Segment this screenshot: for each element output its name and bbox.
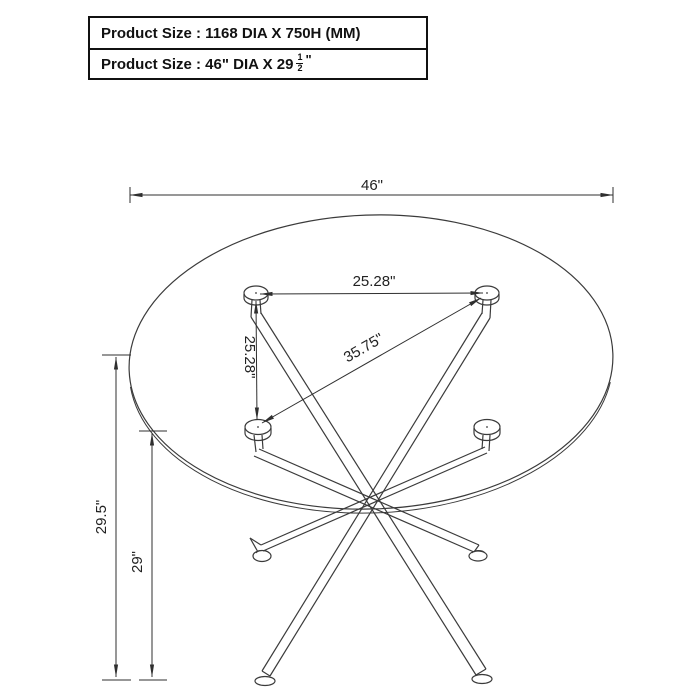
fraction-denominator: 2	[297, 63, 303, 73]
leg-near-left	[255, 313, 490, 686]
product-size-mm-text: Product Size : 1168 DIA X 750H (MM)	[101, 24, 361, 42]
tabletop-rim-edge	[124, 211, 618, 522]
product-size-inch-prefix: Product Size : 46" DIA X 29	[101, 55, 294, 73]
dim-diameter	[130, 177, 613, 203]
dim-pad-spacing-horizontal	[260, 273, 483, 294]
mounting-pad-bottom-left	[245, 420, 271, 453]
dim-height-to-frame-label: 29"	[129, 550, 146, 574]
dim-pad-diagonal-label: 35.75"	[340, 330, 387, 367]
leg-far-right	[254, 449, 487, 561]
dim-pad-spacing-diagonal	[262, 298, 481, 423]
mounting-pad-bottom-right	[474, 420, 500, 452]
tabletop-ellipse	[124, 207, 618, 518]
fraction-numerator: 1	[297, 52, 303, 62]
dim-diameter-label: 46"	[360, 177, 384, 194]
dimension-annotations	[93, 177, 613, 680]
dim-height-overall	[93, 355, 131, 680]
dim-height-to-frame	[129, 431, 167, 680]
product-size-inch-suffix: "	[305, 51, 312, 67]
mounting-pad-top-right	[475, 286, 499, 318]
dim-pad-horizontal-label: 25.28"	[352, 273, 396, 290]
dim-pad-vertical-label: 25.28"	[241, 335, 258, 379]
foot-glide	[255, 677, 275, 686]
tabletop	[124, 207, 618, 522]
dim-height-overall-label: 29.5"	[93, 499, 110, 535]
foot-glide	[472, 675, 492, 684]
dim-pad-spacing-vertical	[241, 301, 258, 420]
